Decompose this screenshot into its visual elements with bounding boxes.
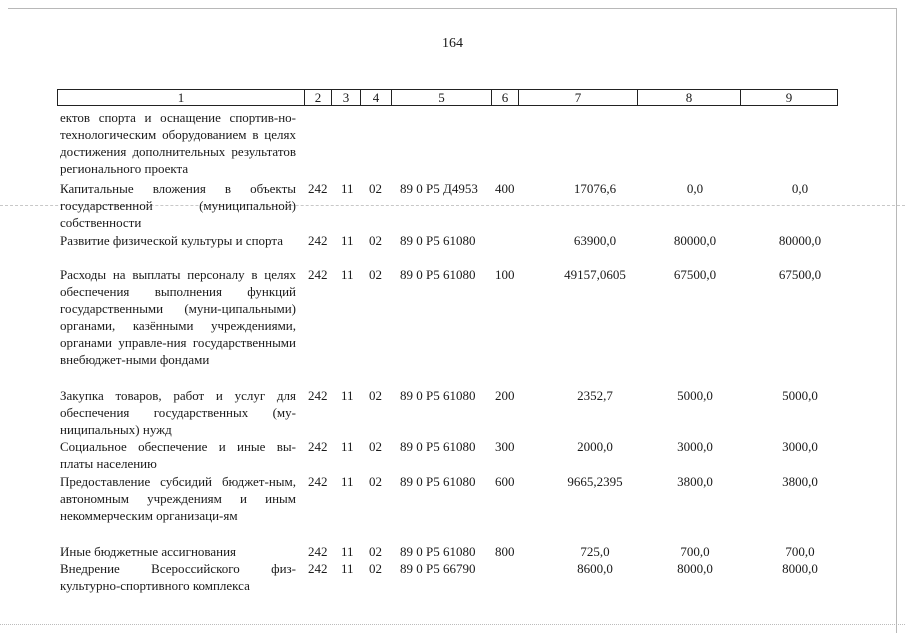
cell-amount-9: 80000,0 [778, 233, 822, 248]
header-col-6: 6 [491, 90, 518, 105]
row-description: Внедрение Всероссийского физ-культурно-спортивного комплекса [60, 561, 296, 593]
cell-amount-9: 700,0 [785, 544, 815, 559]
cell-amount-8: 3000,0 [677, 439, 713, 454]
cell-target-article: 89 0 P5 61080 [400, 439, 476, 454]
cell-subsection: 02 [369, 233, 382, 248]
cell-amount-7: 17076,6 [573, 181, 617, 196]
cell-section: 11 [341, 474, 354, 489]
cell-code: 242 [308, 439, 328, 454]
cell-amount-7: 2000,0 [577, 439, 613, 454]
cell-section: 11 [341, 388, 354, 403]
cell-section: 11 [341, 561, 354, 576]
page-number: 164 [442, 36, 463, 51]
cell-amount-8: 8000,0 [677, 561, 713, 576]
cell-code: 242 [308, 267, 328, 282]
cell-amount-7: 9665,2395 [567, 474, 623, 489]
cell-code: 242 [308, 181, 328, 196]
cell-subsection: 02 [369, 181, 382, 196]
cell-subsection: 02 [369, 561, 382, 576]
cell-amount-7: 8600,0 [577, 561, 613, 576]
cell-amount-8: 5000,0 [677, 388, 713, 403]
cell-amount-9: 0,0 [791, 181, 809, 196]
header-col-2: 2 [304, 90, 331, 105]
cell-section: 11 [341, 267, 354, 282]
cell-expense-type: 300 [495, 439, 515, 454]
cell-target-article: 89 0 P5 Д4953 [400, 181, 478, 196]
cell-target-article: 89 0 P5 61080 [400, 267, 476, 282]
cell-target-article: 89 0 P5 61080 [400, 233, 476, 248]
header-col-3: 3 [331, 90, 360, 105]
cell-amount-9: 5000,0 [782, 388, 818, 403]
cell-section: 11 [341, 181, 354, 196]
cell-amount-9: 8000,0 [782, 561, 818, 576]
cell-subsection: 02 [369, 474, 382, 489]
cell-section: 11 [341, 439, 354, 454]
cell-expense-type: 400 [495, 181, 515, 196]
header-col-9: 9 [740, 90, 837, 105]
cell-amount-9: 3800,0 [782, 474, 818, 489]
table-header [57, 89, 838, 106]
header-col-8: 8 [637, 90, 740, 105]
cell-amount-8: 700,0 [680, 544, 710, 559]
cell-expense-type: 200 [495, 388, 515, 403]
row-description: Иные бюджетные ассигнования [60, 544, 237, 559]
cell-amount-7: 49157,0605 [564, 267, 626, 282]
cell-amount-9: 67500,0 [778, 267, 822, 282]
cell-amount-8: 67500,0 [673, 267, 717, 282]
cell-target-article: 89 0 P5 61080 [400, 544, 476, 559]
row-description: Развитие физической культуры и спорта [60, 233, 283, 248]
cell-code: 242 [308, 561, 328, 576]
cell-amount-7: 725,0 [580, 544, 610, 559]
cell-amount-8: 3800,0 [677, 474, 713, 489]
row-description: ектов спорта и оснащение спортив-но-технологическим оборудованием в целях достижения дополнительных результатов регионального проекта [60, 110, 296, 176]
header-col-5: 5 [391, 90, 491, 105]
header-col-7: 7 [518, 90, 637, 105]
row-description: Капитальные вложения в объекты государственной (муниципальной) собственности [60, 181, 296, 230]
cell-target-article: 89 0 P5 61080 [400, 474, 476, 489]
cell-subsection: 02 [369, 544, 382, 559]
header-col-1: 1 [177, 90, 185, 105]
header-col-4: 4 [360, 90, 391, 105]
row-description: Расходы на выплаты персоналу в целях обеспечения выполнения функций государственными (муни-ципальными) органами, казёнными учреждениями, органами управле-ния государственными внебюджет-ными фондами [60, 267, 296, 367]
row-description: Закупка товаров, работ и услуг для обеспечения государственных (му-ниципальных) нужд [60, 388, 296, 437]
cell-amount-9: 3000,0 [782, 439, 818, 454]
cell-amount-8: 80000,0 [673, 233, 717, 248]
cell-code: 242 [308, 474, 328, 489]
cell-code: 242 [308, 388, 328, 403]
cell-expense-type: 600 [495, 474, 515, 489]
cell-expense-type: 100 [495, 267, 515, 282]
cell-amount-8: 0,0 [686, 181, 704, 196]
cell-amount-7: 2352,7 [577, 388, 613, 403]
cell-subsection: 02 [369, 388, 382, 403]
cell-code: 242 [308, 233, 328, 248]
cell-subsection: 02 [369, 267, 382, 282]
cell-target-article: 89 0 P5 66790 [400, 561, 476, 576]
cell-section: 11 [341, 544, 354, 559]
cell-code: 242 [308, 544, 328, 559]
scan-bottom-edge [0, 624, 905, 625]
cell-amount-7: 63900,0 [573, 233, 617, 248]
cell-target-article: 89 0 P5 61080 [400, 388, 476, 403]
row-description: Предоставление субсидий бюджет-ным, автономным учреждениям и иным некоммерческим организаци-ям [60, 474, 296, 523]
cell-section: 11 [341, 233, 354, 248]
row-description: Социальное обеспечение и иные вы-платы населению [60, 439, 296, 471]
cell-subsection: 02 [369, 439, 382, 454]
cell-expense-type: 800 [495, 544, 515, 559]
